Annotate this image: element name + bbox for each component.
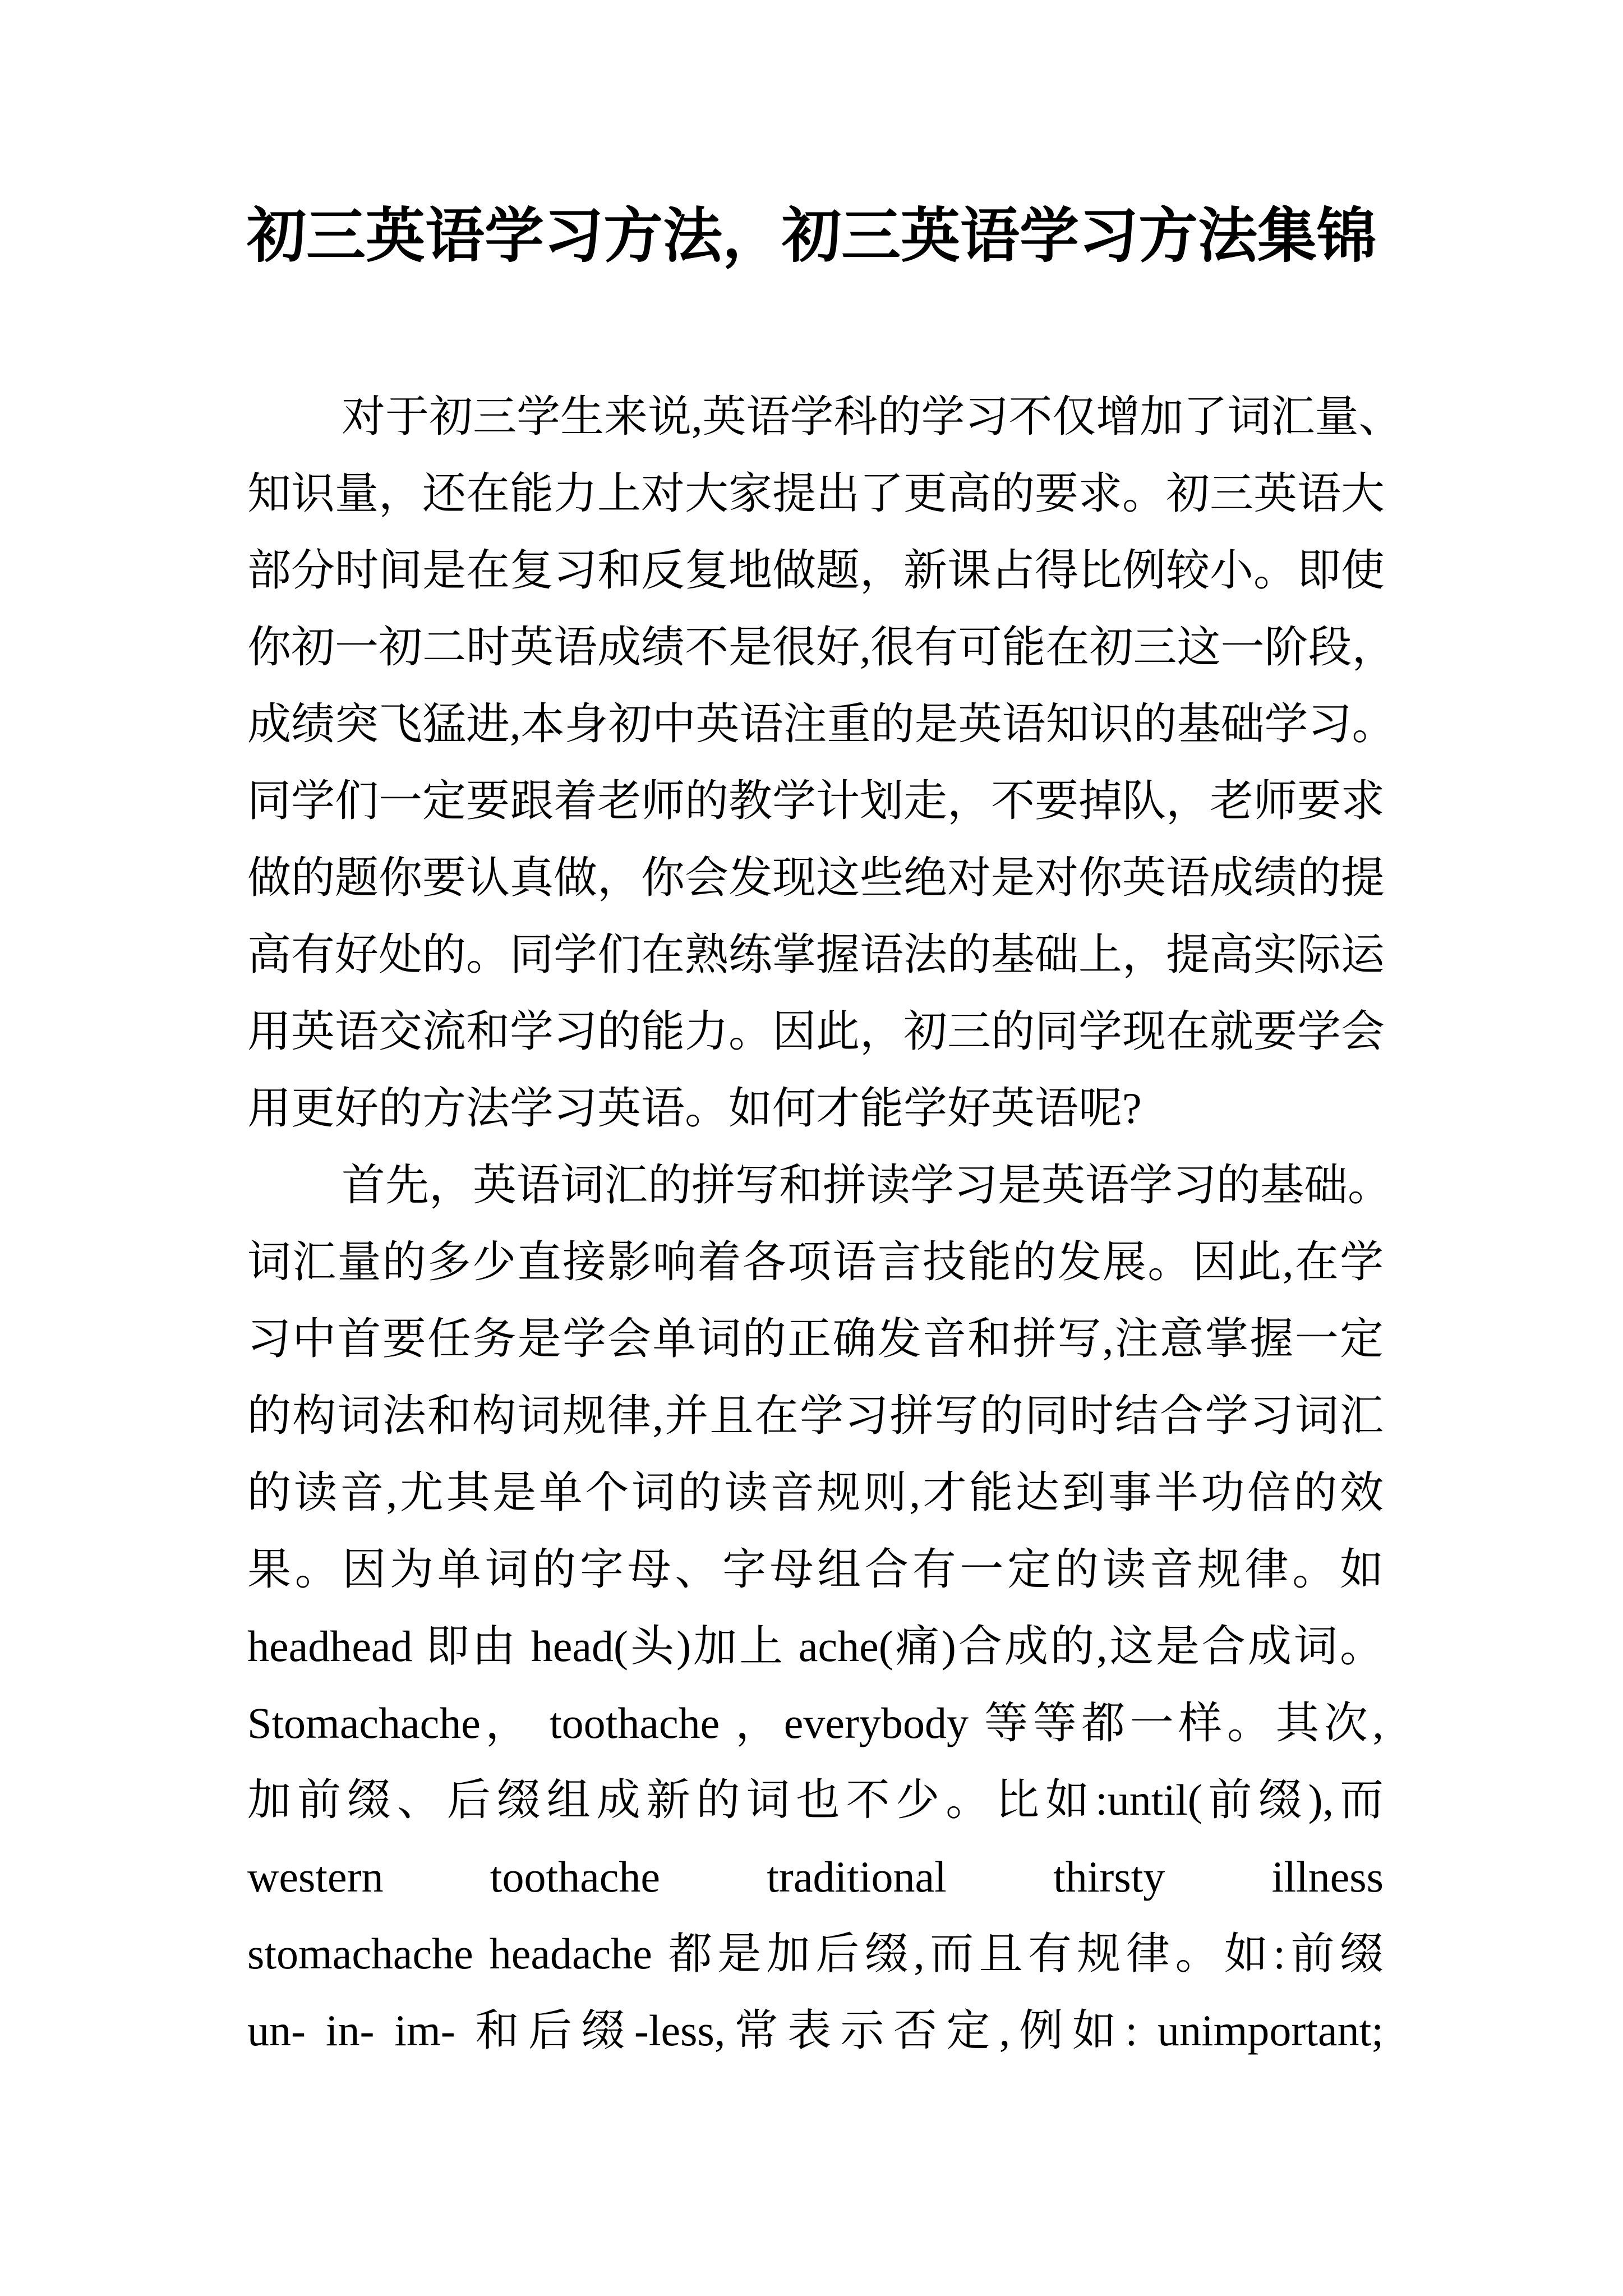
- body-line: 用更好的方法学习英语。如何才能学好英语呢?: [247, 1084, 1142, 1133]
- body-line: un- in- im- 和后缀-less,常表示否定,例如: unimportant;: [247, 2006, 1384, 2055]
- body-line: headhead 即由 head(头)加上 ache(痛)合成的,这是合成词。: [247, 1622, 1384, 1671]
- body-line: 知识量，还在能力上对大家提出了更高的要求。初三英语大: [247, 469, 1385, 518]
- body-line: 词汇量的多少直接影响着各项语言技能的发展。因此,在学: [247, 1237, 1384, 1286]
- body-line: 对于初三学生来说,英语学科的学习不仅增加了词汇量、: [342, 392, 1403, 441]
- document-title: 初三英语学习方法，初三英语学习方法集锦: [247, 204, 1376, 269]
- body-line: 你初一初二时英语成绩不是很好,很有可能在初三这一阶段，: [247, 623, 1396, 671]
- body-line: 习中首要任务是学会单词的正确发音和拼写,注意掌握一定: [247, 1314, 1384, 1363]
- body-line: 的读音,尤其是单个词的读音规则,才能达到事半功倍的效: [247, 1468, 1384, 1517]
- body-line: stomachache headache 都是加后缀,而且有规律。如:前缀: [247, 1929, 1384, 1978]
- paragraph-intro: [247, 378, 1403, 1147]
- body-line: 加前缀、后缀组成新的词也不少。比如:until(前缀),而: [247, 1775, 1384, 1824]
- body-line: 果。因为单词的字母、字母组合有一定的读音规律。如: [247, 1545, 1384, 1594]
- body-line: 做的题你要认真做，你会发现这些绝对是对你英语成绩的提: [247, 853, 1385, 902]
- body-line: 首先，英语词汇的拼写和拼读学习是英语学习的基础。: [342, 1161, 1392, 1209]
- body-line: 的构词法和构词规律,并且在学习拼写的同时结合学习词汇: [247, 1391, 1384, 1440]
- body-line: 部分时间是在复习和反复地做题，新课占得比例较小。即使: [247, 546, 1385, 595]
- body-line: 用英语交流和学习的能力。因此，初三的同学现在就要学会: [247, 1007, 1385, 1056]
- paragraph-vocabulary: [247, 1147, 1392, 2069]
- body-line: 成绩突飞猛进,本身初中英语注重的是英语知识的基础学习。: [247, 700, 1396, 748]
- body-line: western toothache traditional thirsty illness: [247, 1852, 1384, 1901]
- body-line: 高有好处的。同学们在熟练掌握语法的基础上，提高实际运: [247, 930, 1385, 979]
- body-line: 同学们一定要跟着老师的教学计划走，不要掉队，老师要求: [247, 776, 1385, 825]
- document-body: [247, 378, 1403, 2069]
- body-line: Stomachache， toothache ，everybody 等等都一样。其次,: [247, 1699, 1384, 1747]
